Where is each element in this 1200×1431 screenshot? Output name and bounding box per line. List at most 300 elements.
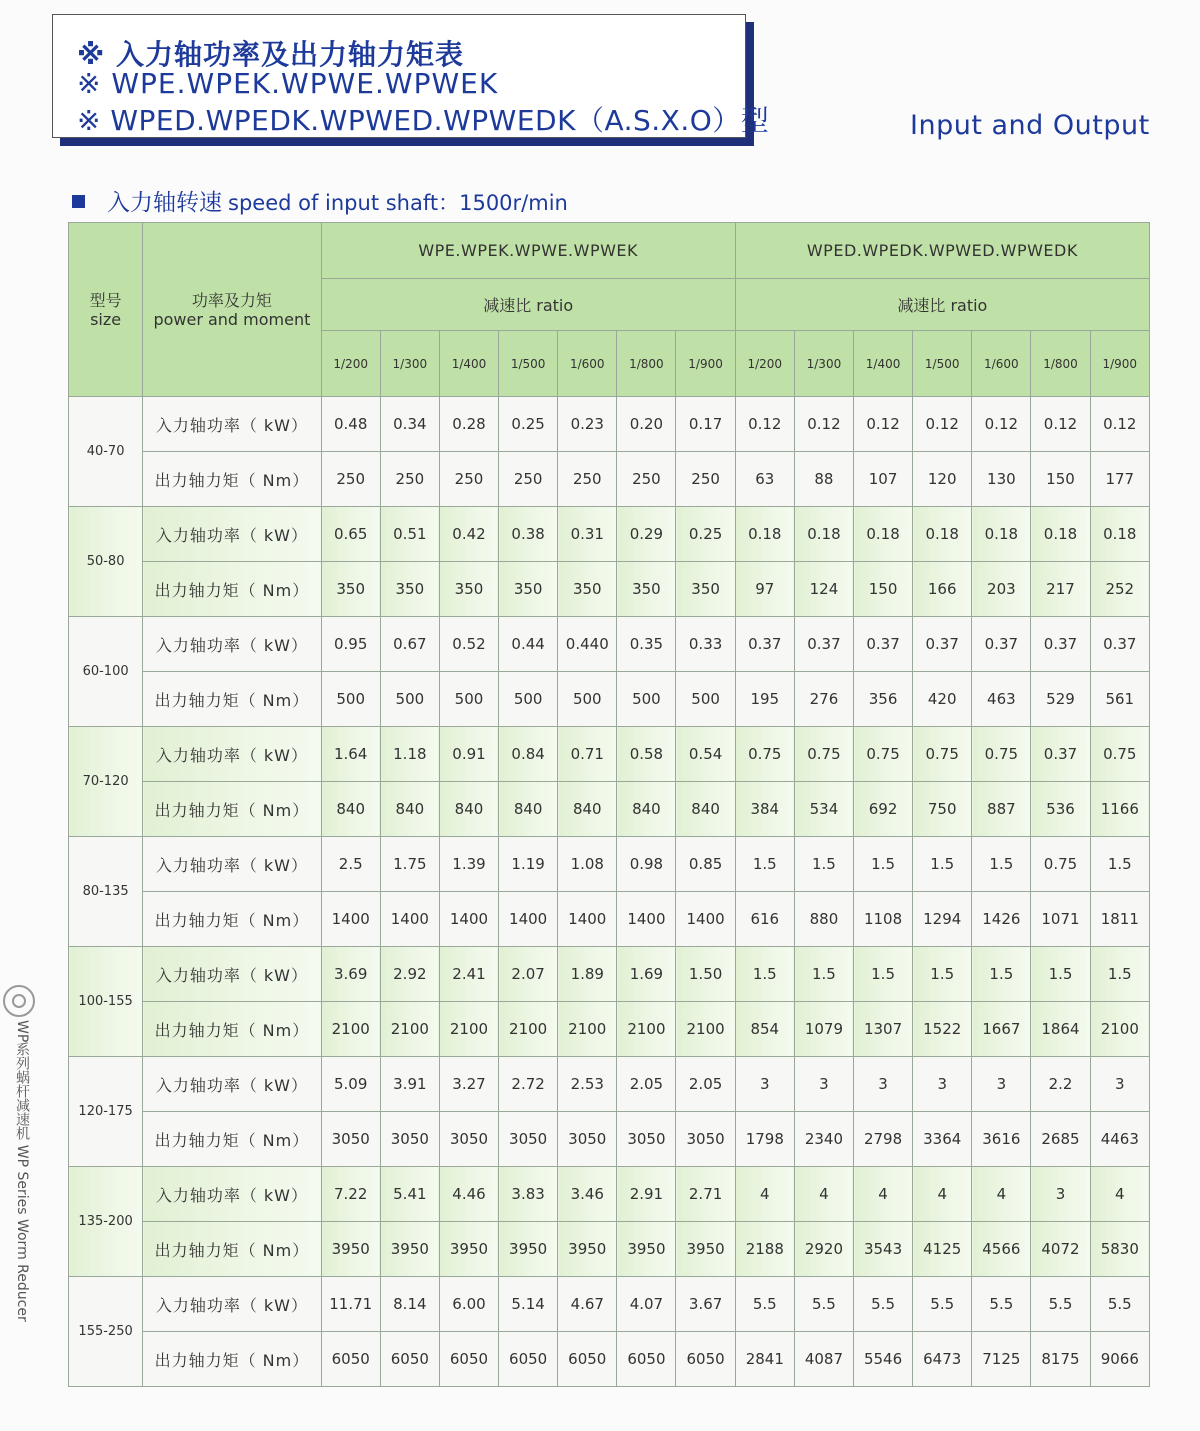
torque-value-cell: 356 [854,672,913,727]
torque-value-cell: 203 [972,562,1031,617]
torque-value-cell: 350 [676,562,735,617]
power-value-cell: 1.5 [913,947,972,1002]
power-value-cell: 0.12 [735,397,794,452]
torque-value-cell: 150 [1031,452,1090,507]
torque-value-cell: 561 [1090,672,1149,727]
torque-value-cell: 529 [1031,672,1090,727]
size-cell: 120-175 [69,1057,143,1167]
table-row [69,672,1150,727]
ratio-header-cell: 1/500 [913,331,972,397]
torque-value-cell: 2340 [794,1112,853,1167]
power-value-cell: 0.23 [558,397,617,452]
power-value-cell: 4 [1090,1167,1149,1222]
power-torque-table [68,222,1150,1387]
torque-value-cell: 276 [794,672,853,727]
torque-value-cell: 350 [439,562,498,617]
ratio-header-wped: 减速比 ratio [735,279,1149,331]
power-value-cell: 4 [735,1167,794,1222]
table-row [69,947,1150,1002]
torque-value-cell: 3050 [499,1112,558,1167]
power-value-cell: 4 [794,1167,853,1222]
torque-value-cell: 1667 [972,1002,1031,1057]
torque-value-cell: 3950 [676,1222,735,1277]
torque-value-cell: 250 [499,452,558,507]
torque-value-cell: 4566 [972,1222,1031,1277]
torque-value-cell: 2100 [380,1002,439,1057]
power-value-cell: 5.41 [380,1167,439,1222]
power-value-cell: 0.37 [972,617,1031,672]
power-value-cell: 0.44 [499,617,558,672]
torque-value-cell: 3616 [972,1112,1031,1167]
torque-value-cell: 880 [794,892,853,947]
power-moment-header-zh: 功率及力矩 [191,290,272,310]
ratio-header-cell: 1/900 [676,331,735,397]
power-value-cell: 0.37 [794,617,853,672]
title-line-1: ※ 入力轴功率及出力轴力矩表 [77,38,464,71]
power-value-cell: 3 [1090,1057,1149,1112]
torque-value-cell: 3950 [321,1222,380,1277]
power-value-cell: 0.18 [735,507,794,562]
torque-value-cell: 384 [735,782,794,837]
subtitle-en: speed of input shaft：1500r/min [228,191,568,215]
worm-gear-logo-icon [3,985,35,1017]
output-torque-label: 出力轴力矩（ Nm） [143,672,321,727]
torque-value-cell: 1400 [499,892,558,947]
power-value-cell: 8.14 [380,1277,439,1332]
power-value-cell: 1.5 [854,837,913,892]
torque-value-cell: 840 [321,782,380,837]
torque-value-cell: 8175 [1031,1332,1090,1387]
size-cell: 135-200 [69,1167,143,1277]
power-value-cell: 1.5 [972,947,1031,1002]
power-value-cell: 0.25 [676,507,735,562]
power-value-cell: 2.5 [321,837,380,892]
ratio-header-cell: 1/600 [972,331,1031,397]
power-value-cell: 3 [913,1057,972,1112]
power-value-cell: 1.89 [558,947,617,1002]
power-value-cell: 0.29 [617,507,676,562]
power-value-cell: 2.72 [499,1057,558,1112]
power-value-cell: 4 [913,1167,972,1222]
torque-value-cell: 6473 [913,1332,972,1387]
power-value-cell: 0.37 [854,617,913,672]
table-row [69,837,1150,892]
power-value-cell: 0.31 [558,507,617,562]
power-value-cell: 3 [972,1057,1031,1112]
input-power-label: 入力轴功率（ kW） [143,507,321,562]
power-value-cell: 3 [854,1057,913,1112]
torque-value-cell: 3050 [676,1112,735,1167]
side-series-label: WP系列蜗杆减速机 WP Series Worm Reducer [14,1020,30,1322]
torque-value-cell: 88 [794,452,853,507]
torque-value-cell: 6050 [439,1332,498,1387]
torque-value-cell: 840 [617,782,676,837]
power-value-cell: 5.5 [1090,1277,1149,1332]
power-value-cell: 1.08 [558,837,617,892]
torque-value-cell: 7125 [972,1332,1031,1387]
torque-value-cell: 2100 [499,1002,558,1057]
power-value-cell: 0.12 [854,397,913,452]
torque-value-cell: 1166 [1090,782,1149,837]
torque-value-cell: 3364 [913,1112,972,1167]
power-value-cell: 0.20 [617,397,676,452]
power-value-cell: 0.34 [380,397,439,452]
torque-value-cell: 854 [735,1002,794,1057]
torque-value-cell: 500 [439,672,498,727]
output-torque-label: 出力轴力矩（ Nm） [143,1222,321,1277]
output-torque-label: 出力轴力矩（ Nm） [143,782,321,837]
power-value-cell: 0.71 [558,727,617,782]
torque-value-cell: 250 [676,452,735,507]
torque-value-cell: 500 [321,672,380,727]
input-power-label: 入力轴功率（ kW） [143,837,321,892]
output-torque-label: 出力轴力矩（ Nm） [143,1332,321,1387]
torque-value-cell: 840 [558,782,617,837]
ratio-header-cell: 1/200 [735,331,794,397]
power-value-cell: 0.37 [913,617,972,672]
size-cell: 100-155 [69,947,143,1057]
power-value-cell: 0.75 [1031,837,1090,892]
power-value-cell: 1.5 [794,837,853,892]
power-value-cell: 0.28 [439,397,498,452]
torque-value-cell: 350 [380,562,439,617]
power-value-cell: 4.07 [617,1277,676,1332]
torque-value-cell: 217 [1031,562,1090,617]
power-value-cell: 5.5 [794,1277,853,1332]
torque-value-cell: 840 [499,782,558,837]
torque-value-cell: 887 [972,782,1031,837]
torque-value-cell: 6050 [321,1332,380,1387]
title-box [52,14,770,138]
torque-value-cell: 250 [617,452,676,507]
table-row [69,1222,1150,1277]
power-value-cell: 0.51 [380,507,439,562]
torque-value-cell: 1294 [913,892,972,947]
torque-value-cell: 1522 [913,1002,972,1057]
power-value-cell: 2.07 [499,947,558,1002]
torque-value-cell: 2100 [439,1002,498,1057]
power-value-cell: 0.37 [735,617,794,672]
torque-value-cell: 1400 [558,892,617,947]
torque-value-cell: 3050 [617,1112,676,1167]
torque-value-cell: 3050 [558,1112,617,1167]
torque-value-cell: 6050 [558,1332,617,1387]
input-power-label: 入力轴功率（ kW） [143,1167,321,1222]
torque-value-cell: 1400 [617,892,676,947]
torque-value-cell: 2920 [794,1222,853,1277]
power-value-cell: 3.27 [439,1057,498,1112]
power-value-cell: 2.05 [676,1057,735,1112]
power-value-cell: 0.91 [439,727,498,782]
table-row [69,1112,1150,1167]
power-value-cell: 2.92 [380,947,439,1002]
output-torque-label: 出力轴力矩（ Nm） [143,562,321,617]
torque-value-cell: 250 [380,452,439,507]
torque-value-cell: 4072 [1031,1222,1090,1277]
torque-value-cell: 6050 [499,1332,558,1387]
output-torque-label: 出力轴力矩（ Nm） [143,452,321,507]
torque-value-cell: 3950 [617,1222,676,1277]
table-row [69,397,1150,452]
table-row [69,562,1150,617]
torque-value-cell: 195 [735,672,794,727]
power-value-cell: 0.18 [972,507,1031,562]
ratio-header-cell: 1/800 [617,331,676,397]
power-value-cell: 1.64 [321,727,380,782]
power-value-cell: 5.5 [735,1277,794,1332]
size-cell: 40-70 [69,397,143,507]
power-value-cell: 0.25 [499,397,558,452]
power-value-cell: 3 [794,1057,853,1112]
power-value-cell: 1.5 [972,837,1031,892]
power-value-cell: 0.35 [617,617,676,672]
power-value-cell: 1.19 [499,837,558,892]
input-speed-subtitle [72,184,568,217]
ratio-header-cell: 1/600 [558,331,617,397]
torque-value-cell: 500 [676,672,735,727]
power-value-cell: 6.00 [439,1277,498,1332]
power-value-cell: 0.95 [321,617,380,672]
table-row [69,617,1150,672]
power-value-cell: 1.5 [1031,947,1090,1002]
output-torque-label: 出力轴力矩（ Nm） [143,1112,321,1167]
power-value-cell: 7.22 [321,1167,380,1222]
group-header-wpe: WPE.WPEK.WPWE.WPWEK [321,223,735,279]
torque-value-cell: 3543 [854,1222,913,1277]
power-value-cell: 0.58 [617,727,676,782]
power-value-cell: 0.440 [558,617,617,672]
power-value-cell: 0.52 [439,617,498,672]
table-row [69,727,1150,782]
power-value-cell: 0.18 [794,507,853,562]
ratio-header-cell: 1/400 [439,331,498,397]
torque-value-cell: 1071 [1031,892,1090,947]
group-header-wped: WPED.WPEDK.WPWED.WPWEDK [735,223,1149,279]
torque-value-cell: 750 [913,782,972,837]
power-value-cell: 5.09 [321,1057,380,1112]
table-row [69,1277,1150,1332]
power-value-cell: 2.41 [439,947,498,1002]
power-value-cell: 3.67 [676,1277,735,1332]
table-row [69,452,1150,507]
torque-value-cell: 6050 [617,1332,676,1387]
table-row [69,782,1150,837]
ratio-header-cell: 1/800 [1031,331,1090,397]
power-value-cell: 0.12 [913,397,972,452]
power-value-cell: 0.54 [676,727,735,782]
table-row [69,1167,1150,1222]
torque-value-cell: 107 [854,452,913,507]
size-cell: 155-250 [69,1277,143,1387]
power-value-cell: 1.18 [380,727,439,782]
power-value-cell: 0.75 [854,727,913,782]
torque-value-cell: 63 [735,452,794,507]
torque-value-cell: 2100 [617,1002,676,1057]
power-value-cell: 2.2 [1031,1057,1090,1112]
power-value-cell: 3.46 [558,1167,617,1222]
input-power-label: 入力轴功率（ kW） [143,617,321,672]
ratio-header-cell: 1/500 [499,331,558,397]
torque-value-cell: 252 [1090,562,1149,617]
torque-value-cell: 350 [617,562,676,617]
power-value-cell: 1.5 [794,947,853,1002]
table-row [69,1057,1150,1112]
power-value-cell: 2.05 [617,1057,676,1112]
ratio-header-cell: 1/900 [1090,331,1149,397]
power-value-cell: 0.18 [1090,507,1149,562]
power-value-cell: 5.5 [972,1277,1031,1332]
power-value-cell: 0.12 [1090,397,1149,452]
power-value-cell: 1.50 [676,947,735,1002]
power-value-cell: 2.71 [676,1167,735,1222]
power-value-cell: 11.71 [321,1277,380,1332]
torque-value-cell: 534 [794,782,853,837]
torque-value-cell: 1426 [972,892,1031,947]
torque-value-cell: 2100 [676,1002,735,1057]
torque-value-cell: 500 [558,672,617,727]
power-value-cell: 4.46 [439,1167,498,1222]
power-value-cell: 0.18 [1031,507,1090,562]
torque-value-cell: 1400 [676,892,735,947]
torque-value-cell: 97 [735,562,794,617]
size-header-zh: 型号 [89,290,122,310]
torque-value-cell: 2100 [1090,1002,1149,1057]
torque-value-cell: 350 [558,562,617,617]
torque-value-cell: 3050 [439,1112,498,1167]
input-power-label: 入力轴功率（ kW） [143,397,321,452]
power-value-cell: 4.67 [558,1277,617,1332]
torque-value-cell: 1307 [854,1002,913,1057]
torque-value-cell: 500 [499,672,558,727]
torque-value-cell: 9066 [1090,1332,1149,1387]
torque-value-cell: 4125 [913,1222,972,1277]
ratio-header-cell: 1/300 [794,331,853,397]
torque-value-cell: 3950 [439,1222,498,1277]
power-value-cell: 1.5 [735,947,794,1002]
power-value-cell: 1.5 [1090,837,1149,892]
torque-value-cell: 840 [380,782,439,837]
input-power-label: 入力轴功率（ kW） [143,947,321,1002]
torque-value-cell: 536 [1031,782,1090,837]
torque-value-cell: 2100 [321,1002,380,1057]
power-value-cell: 0.48 [321,397,380,452]
torque-value-cell: 150 [854,562,913,617]
torque-value-cell: 1400 [380,892,439,947]
power-value-cell: 0.12 [1031,397,1090,452]
power-moment-header-en: power and moment [153,309,311,329]
torque-value-cell: 1798 [735,1112,794,1167]
power-value-cell: 0.37 [1031,617,1090,672]
torque-value-cell: 840 [439,782,498,837]
torque-value-cell: 420 [913,672,972,727]
torque-value-cell: 1864 [1031,1002,1090,1057]
power-value-cell: 0.12 [794,397,853,452]
input-power-label: 入力轴功率（ kW） [143,1277,321,1332]
power-value-cell: 4 [854,1167,913,1222]
output-torque-label: 出力轴力矩（ Nm） [143,1002,321,1057]
torque-value-cell: 1108 [854,892,913,947]
torque-value-cell: 120 [913,452,972,507]
power-value-cell: 0.12 [972,397,1031,452]
power-value-cell: 0.75 [1090,727,1149,782]
torque-value-cell: 350 [321,562,380,617]
power-value-cell: 0.75 [972,727,1031,782]
power-value-cell: 0.18 [913,507,972,562]
size-cell: 50-80 [69,507,143,617]
torque-value-cell: 3950 [499,1222,558,1277]
ratio-header-cell: 1/300 [380,331,439,397]
torque-value-cell: 5830 [1090,1222,1149,1277]
torque-value-cell: 840 [676,782,735,837]
power-value-cell: 0.85 [676,837,735,892]
power-value-cell: 3.69 [321,947,380,1002]
torque-value-cell: 1079 [794,1002,853,1057]
power-value-cell: 1.5 [735,837,794,892]
torque-value-cell: 166 [913,562,972,617]
power-value-cell: 1.69 [617,947,676,1002]
torque-value-cell: 1811 [1090,892,1149,947]
ratio-header-cell: 1/200 [321,331,380,397]
torque-value-cell: 616 [735,892,794,947]
torque-value-cell: 2685 [1031,1112,1090,1167]
table-row [69,892,1150,947]
torque-value-cell: 3050 [321,1112,380,1167]
power-value-cell: 0.65 [321,507,380,562]
power-value-cell: 0.75 [913,727,972,782]
power-value-cell: 0.18 [854,507,913,562]
power-value-cell: 1.5 [1090,947,1149,1002]
torque-value-cell: 250 [439,452,498,507]
output-torque-label: 出力轴力矩（ Nm） [143,892,321,947]
power-value-cell: 3 [735,1057,794,1112]
torque-value-cell: 463 [972,672,1031,727]
torque-value-cell: 500 [380,672,439,727]
torque-value-cell: 2798 [854,1112,913,1167]
torque-value-cell: 5546 [854,1332,913,1387]
input-power-label: 入力轴功率（ kW） [143,727,321,782]
torque-value-cell: 4087 [794,1332,853,1387]
power-value-cell: 0.17 [676,397,735,452]
torque-value-cell: 350 [499,562,558,617]
torque-value-cell: 3950 [558,1222,617,1277]
table-row [69,507,1150,562]
power-value-cell: 1.75 [380,837,439,892]
torque-value-cell: 250 [558,452,617,507]
size-cell: 70-120 [69,727,143,837]
torque-value-cell: 177 [1090,452,1149,507]
size-cell: 80-135 [69,837,143,947]
power-value-cell: 1.5 [913,837,972,892]
power-value-cell: 5.5 [854,1277,913,1332]
torque-value-cell: 3050 [380,1112,439,1167]
ratio-header-wpe: 减速比 ratio [321,279,735,331]
title-line-2: ※ WPE.WPEK.WPWE.WPWEK [77,67,499,100]
title-line-3: ※ WPED.WPEDK.WPWED.WPWEDK（A.S.X.O）型 [77,104,770,137]
torque-value-cell: 6050 [676,1332,735,1387]
power-value-cell: 2.91 [617,1167,676,1222]
torque-value-cell: 2188 [735,1222,794,1277]
power-value-cell: 0.75 [735,727,794,782]
subtitle-zh: 入力轴转速 [107,190,222,216]
torque-value-cell: 130 [972,452,1031,507]
power-value-cell: 0.42 [439,507,498,562]
power-value-cell: 1.39 [439,837,498,892]
torque-value-cell: 1400 [321,892,380,947]
torque-value-cell: 500 [617,672,676,727]
power-value-cell: 5.14 [499,1277,558,1332]
torque-value-cell: 692 [854,782,913,837]
torque-value-cell: 6050 [380,1332,439,1387]
